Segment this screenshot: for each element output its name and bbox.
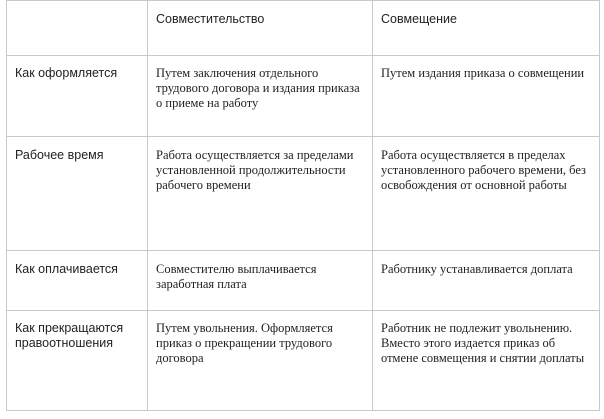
sovmeshchenie-cell: Работнику устанавливается доплата xyxy=(373,251,600,311)
table-row xyxy=(7,311,600,411)
sovmestitelstvo-cell: Путем увольнения. Оформляется приказ о прекращении трудового договора xyxy=(148,311,373,411)
table-header-row xyxy=(7,1,600,56)
comparison-table xyxy=(6,0,600,411)
sovmestitelstvo-cell: Работа осуществляется за пределами установленной продолжительности рабочего времени xyxy=(148,137,373,251)
criterion-cell: Как оформляется xyxy=(7,56,148,137)
table-row xyxy=(7,251,600,311)
criterion-cell: Как оплачивается xyxy=(7,251,148,311)
sovmestitelstvo-cell: Путем заключения отдельного трудового договора и издания приказа о приеме на работу xyxy=(148,56,373,137)
criterion-cell: Рабочее время xyxy=(7,137,148,251)
sovmeshchenie-cell: Работник не подлежит увольнению. Вместо этого издается приказ об отмене совмещения и снятии доплаты xyxy=(373,311,600,411)
sovmeshchenie-cell: Путем издания приказа о совмещении xyxy=(373,56,600,137)
sovmestitelstvo-cell: Совместителю выплачивается заработная плата xyxy=(148,251,373,311)
header-sovmeshchenie: Совмещение xyxy=(373,1,600,56)
table-row xyxy=(7,56,600,137)
table-row xyxy=(7,137,600,251)
criterion-cell: Как прекращаются правоотношения xyxy=(7,311,148,411)
header-corner-cell xyxy=(7,1,148,56)
sovmeshchenie-cell: Работа осуществляется в пределах установленного рабочего времени, без освобождения от основной работы xyxy=(373,137,600,251)
header-sovmestitelstvo: Совместительство xyxy=(148,1,373,56)
